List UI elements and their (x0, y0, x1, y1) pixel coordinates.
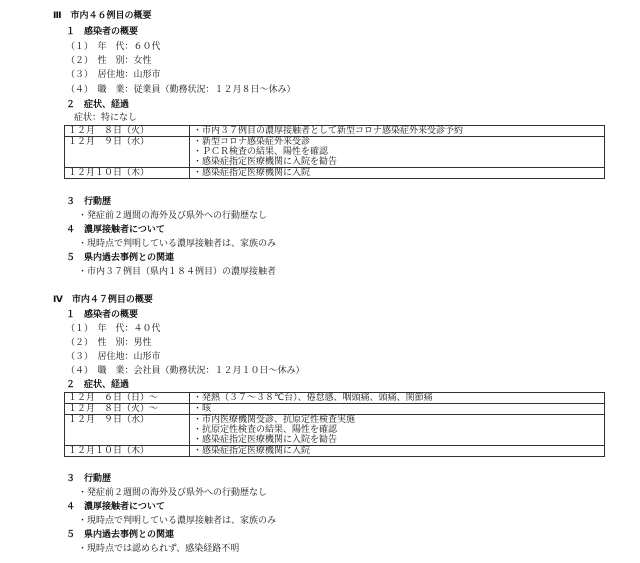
subsection-title: ２ 症状、経過 (66, 100, 130, 110)
body-text: ・発症前２週間の海外及び県外への行動歴なし (78, 488, 268, 498)
timeline-event: ・市内３７例目の濃厚接触者として新型コロナ感染症外来受診予約 (193, 126, 464, 136)
timeline-row (65, 126, 605, 137)
timeline-date: １２月 ８日（火） (65, 126, 190, 137)
timeline-event: ・ＰＣＲ検査の結果、陽性を確認 (193, 147, 329, 157)
info-residence: （３） 居住地：山形市 (66, 70, 161, 80)
body-text: ・現時点で判明している濃厚接触者は、家族のみ (78, 239, 277, 249)
timeline-table (64, 125, 605, 179)
timeline-events (190, 415, 605, 446)
timeline-row (65, 137, 605, 168)
timeline-events (190, 393, 605, 404)
subsection-title: １ 感染者の概要 (66, 27, 139, 37)
timeline-event: ・感染症指定医療機関に入院 (193, 168, 311, 178)
timeline-date: １２月 ６日（日）～ (65, 393, 190, 404)
body-text: ・現時点で判明している濃厚接触者は、家族のみ (78, 516, 277, 526)
symptom-text: 症状：特になし (74, 113, 138, 123)
timeline-row (65, 393, 605, 404)
subsection-title: ４ 濃厚接触者について (66, 502, 165, 512)
timeline-row (65, 415, 605, 446)
subsection-title: ５ 県内過去事例との関連 (66, 530, 175, 540)
subsection-title: ５ 県内過去事例との関連 (66, 253, 175, 263)
timeline-event: ・新型コロナ感染症外来受診 (193, 137, 311, 147)
subsection-title: １ 感染者の概要 (66, 310, 139, 320)
timeline-row (65, 168, 605, 179)
subsection-title: ４ 濃厚接触者について (66, 225, 165, 235)
info-age: （１） 年 代：６０代 (66, 42, 161, 52)
timeline-event: ・感染症指定医療機関に入院を勧告 (193, 157, 338, 167)
timeline-event: ・発熱（３７～３８℃台）、倦怠感、咽頭痛、頭痛、関節痛 (193, 393, 433, 403)
subsection-title: ３ 行動歴 (66, 474, 112, 484)
info-age: （１） 年 代：４０代 (66, 324, 161, 334)
timeline-events (190, 446, 605, 457)
timeline-event: ・感染症指定医療機関に入院を勧告 (193, 435, 338, 445)
timeline-event: ・感染症指定医療機関に入院 (193, 446, 311, 456)
info-sex: （２） 性 別：男性 (66, 338, 152, 348)
timeline-row (65, 446, 605, 457)
subsection-title: ２ 症状、経過 (66, 380, 130, 390)
timeline-table (64, 392, 605, 457)
body-text: ・発症前２週間の海外及び県外への行動歴なし (78, 211, 268, 221)
timeline-date: １２月１０日（木） (65, 446, 190, 457)
timeline-row (65, 404, 605, 415)
timeline-events (190, 137, 605, 168)
subsection-title: ３ 行動歴 (66, 197, 112, 207)
info-sex: （２） 性 別：女性 (66, 56, 152, 66)
body-text: ・市内３７例目（県内１８４例目）の濃厚接触者 (78, 267, 277, 277)
section-heading: Ⅲ 市内４６例目の概要 (53, 11, 152, 21)
timeline-event: ・抗原定性検査の結果、陽性を確認 (193, 425, 338, 435)
info-occupation: （４） 職 業：従業員（勤務状況：１２月８日～休み） (66, 85, 296, 95)
info-occupation: （４） 職 業：会社員（勤務状況：１２月１０日～休み） (66, 366, 305, 376)
timeline-event: ・咳 (193, 404, 212, 414)
timeline-events (190, 404, 605, 415)
timeline-events (190, 168, 605, 179)
timeline-event: ・市内医療機関受診、抗原定性検査実施 (193, 415, 356, 425)
info-residence: （３） 居住地：山形市 (66, 352, 161, 362)
timeline-date: １２月 ８日（火）～ (65, 404, 190, 415)
timeline-date: １２月 ９日（水） (65, 415, 190, 446)
timeline-date: １２月 ９日（水） (65, 137, 190, 168)
body-text: ・現時点では認められず、感染経路不明 (78, 544, 240, 554)
timeline-date: １２月１０日（木） (65, 168, 190, 179)
section-heading: Ⅳ 市内４７例目の概要 (53, 295, 153, 305)
timeline-events (190, 126, 605, 137)
